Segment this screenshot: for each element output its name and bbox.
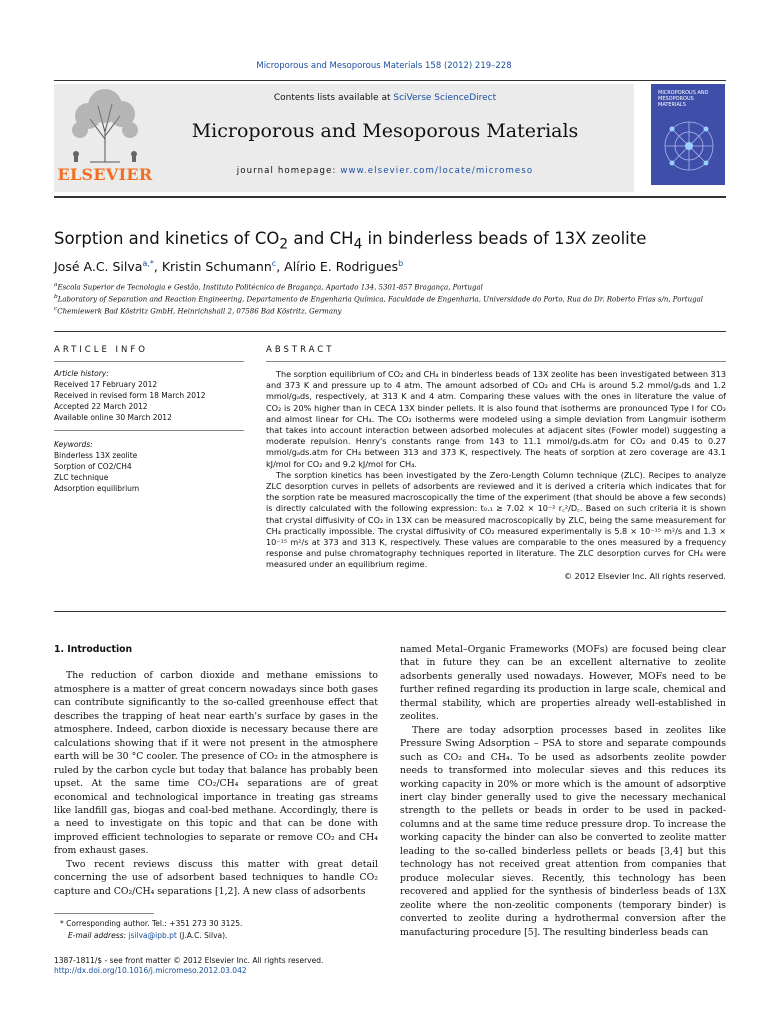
sciencedirect-link[interactable]: SciVerse ScienceDirect: [393, 93, 497, 103]
affiliation-text: Chemiewerk Bad Köstritz GmbH, Heinrichshall 2, 07586 Bad Köstritz, Germany: [57, 307, 342, 316]
keywords-label: Keywords:: [54, 440, 93, 449]
author-name: Kristin Schumann: [161, 259, 272, 275]
body-left-column: [54, 643, 378, 898]
abstract-bottom-rule: [54, 611, 726, 612]
contents-line: [165, 93, 605, 103]
history-item: Received 17 February 2012: [54, 380, 158, 389]
article-info-rule: [54, 361, 244, 362]
homepage-prefix: journal homepage:: [236, 166, 341, 176]
article-info-heading: ARTICLE INFO: [54, 345, 148, 355]
footnote-rule: [54, 913, 154, 914]
author-separator: ,: [276, 259, 285, 275]
title-part: in binderless beads of 13X zeolite: [362, 229, 647, 248]
abstract-paragraph: The sorption kinetics has been investigated by the Zero-Length Column technique (ZLC). Recipes to analyze ZLC desorption curves in pellets of adsorbents are reviewed and it is derived a criteria which indicates that for the sorption rate be measured macroscopically the time of the experiment (that should be above a few seconds) is directly calculated with the following expression: t₀.₁ ≥ 7.02 × 10⁻² r꜀²/D꜀. Based on such criteria it is shown that crystal diffusivity of CO₂ in 13X can be measured macroscopically by ZLC, being the same measurement for CH₄ practically impossible. The crystal diffusivity of CO₂ measured experimentally is 5.8 × 10⁻¹⁵ m²/s and 1.3 × 10⁻¹⁵ m²/s at 373 and 313 K, respectively. These values are comparable to the ones measured by a frequency response and pulse chromatography techniques reported in literature. The ZLC desorption curves for CH₄ were measured under an equilibrium regime.: [266, 469, 726, 570]
email-suffix: (J.A.C. Silva).: [176, 931, 228, 940]
affiliation-text: Escola Superior de Tecnologia e Gestão, Instituto Politécnico de Bragança, Apartado 134, 5301-857 Bragança, Portugal: [57, 283, 483, 292]
title-part: Sorption and kinetics of CO: [54, 229, 280, 248]
issn-line: 1387-1811/$ - see front matter © 2012 Elsevier Inc. All rights reserved.: [54, 956, 324, 965]
body-paragraph: The reduction of carbon dioxide and methane emissions to atmosphere is a matter of great concern nowadays since both gases can contribute significantly to the so-called greenhouse effect that describes the trapping of heat near earth's surface by gases in the atmosphere. Indeed, carbon dioxide is necessary because there are calculations showing that if it were not present in the atmosphere earth will be 30 °C cooler. The presence of CO₂ in the atmosphere is ruled by the carbon cycle but today that balance has probably been upset. At the same time CO₂/CH₄ separations are of great economical and technological importance in treating gas streams like landfill gas, biogas and coal-bed methane. Accordingly, there is a need to investigate on this topic and that can be done with improved efficient technologies to separate or remove CO₂ and CH₄ from exhaust gases.: [54, 670, 378, 857]
keywords-rule: [54, 430, 244, 431]
keyword-item: Binderless 13X zeolite: [54, 451, 138, 460]
header-divider: [54, 331, 726, 332]
journal-title: Microporous and Mesoporous Materials: [191, 120, 579, 142]
author-list: [54, 259, 734, 274]
journal-citation[interactable]: Microporous and Mesoporous Materials 158 (2012) 219–228: [256, 61, 512, 71]
elsevier-tree-logo: [60, 84, 150, 164]
author-marks[interactable]: c: [271, 259, 277, 268]
abstract-copyright: © 2012 Elsevier Inc. All rights reserved.: [564, 570, 726, 581]
affiliation-mark: b: [54, 294, 58, 300]
title-part: and CH: [288, 229, 354, 248]
author-marks[interactable]: b: [398, 259, 404, 268]
paper-title: [54, 229, 734, 252]
history-item: Received in revised form 18 March 2012: [54, 391, 206, 400]
journal-homepage: [165, 166, 605, 176]
title-subscript: 2: [279, 236, 289, 253]
keyword-item: ZLC technique: [54, 473, 109, 482]
journal-cover-image: [651, 84, 725, 185]
affiliation-b: [54, 294, 744, 303]
author-name: José A.C. Silva: [54, 259, 143, 275]
abstract-heading: ABSTRACT: [266, 345, 335, 355]
email-footnote: [68, 931, 388, 941]
email-link[interactable]: jsilva@ipb.pt: [128, 931, 177, 940]
author-name: Alírio E. Rodrigues: [284, 259, 399, 275]
elsevier-wordmark: ELSEVIER: [57, 165, 153, 184]
abstract-body: [266, 369, 726, 582]
contents-prefix: Contents lists available at: [273, 93, 394, 103]
body-paragraph: Two recent reviews discuss this matter with great detail concerning the use of adsorbent based techniques to handle CO₂ capture and CO₂/CH₄ separations [1,2]. A new class of adsorbents: [54, 858, 378, 897]
masthead-bottom-rule: [54, 196, 726, 198]
author-marks[interactable]: a,*: [142, 259, 154, 268]
author-separator: ,: [153, 259, 162, 275]
top-rule: [54, 80, 726, 81]
corresponding-footnote: * Corresponding author. Tel.: +351 273 30 3125.: [60, 919, 243, 928]
affiliation-mark: c: [54, 306, 58, 312]
cover-molecule-graphic: [657, 112, 721, 180]
email-label: E-mail address:: [68, 931, 129, 940]
affiliation-mark: a: [54, 282, 58, 288]
history-item: Available online 30 March 2012: [54, 413, 172, 422]
history-item: Accepted 22 March 2012: [54, 402, 148, 411]
keyword-item: Sorption of CO2/CH4: [54, 462, 132, 471]
cover-title: MICROPOROUS AND MESOPOROUS MATERIALS: [658, 90, 709, 108]
homepage-link[interactable]: www.elsevier.com/locate/micromeso: [340, 166, 534, 176]
affiliation-a: [54, 282, 744, 291]
body-right-column: [400, 643, 726, 939]
keyword-item: Adsorption equilibrium: [54, 484, 140, 493]
section-heading: 1. Introduction: [54, 644, 133, 655]
affiliation-c: [54, 306, 744, 315]
abstract-rule: [266, 361, 726, 362]
doi-link[interactable]: http://dx.doi.org/10.1016/j.micromeso.2012.03.042: [54, 966, 247, 975]
title-subscript: 4: [353, 236, 363, 253]
body-paragraph: There are today adsorption processes based in zeolites like Pressure Swing Adsorption – PSA to store and separate compounds such as CO₂ and CH₄. To be used as adsorbents zeolite powder needs to transformed into molecular sieves and this reduces its working capacity in 20% or more which is the amount of adsorptive inert clay binder generally used to give the necessary mechanical strength to the pellets or beads in order to be used in packed-columns and at the same time reduce pressure drop. To increase the working capacity the binder can also be converted to zeolite matter leading to the so-called binderless pellets or beads [3,4] but this technology has not received great attention from companies that produce molecular sieves. Recently, this technology has been recovered and applied for the synthesis of binderless beads of 13X zeolite where the non-zeolitic components (temporary binder) is converted to zeolite during a hydrothermal conversion after the manufacturing procedure [5]. The resulting binderless beads can: [400, 724, 726, 938]
affiliation-text: Laboratory of Separation and Reaction Engineering, Departamento de Engenharia Química, Faculdade de Engenharia, Universidade do Porto, Rua do Dr. Roberto Frias s/n, Portugal: [57, 295, 703, 304]
abstract-paragraph: The sorption equilibrium of CO₂ and CH₄ in binderless beads of 13X zeolite has been investigated between 313 and 373 K and pressure up to 4 atm. The amount adsorbed of CO₂ and CH₄ is around 5.2 mmol/gₐds and 1.2 mmol/gₐds, respectively, at 313 K and 4 atm. Comparing these values with the ones in literature the value of CO₂ is 20% higher than in CECA 13X binder pellets. It is also found that isotherms are pronounced Type I for CO₂ and almost linear for CH₄. The CO₂ isotherms were modeled using a simple deviation from Langmuir isotherm that takes into account interaction between adsorbed molecules at adjacent sites (Fowler model) suggesting a moderate repulsion. Henry's constants range from 143 to 11.1 mmol/gₐds.atm for CO₂ and 0.45 to 0.27 mmol/gₐds.atm for CH₄ between 313 and 373 K, respectively. The heats of sorption at zero coverage are 43.1 kJ/mol for CO₂ and 9.2 kJ/mol for CH₄.: [266, 369, 726, 469]
history-label: Article history:: [54, 369, 109, 378]
body-paragraph: named Metal–Organic Frameworks (MOFs) are focused being clear that in future they can be an excellent alternative to zeolite adsorbents generally used nowadays. However, MOFs need to be further refined regarding its production in large scale, chemical and thermal stability, which are properties already well-established in zeolites.: [400, 644, 726, 723]
